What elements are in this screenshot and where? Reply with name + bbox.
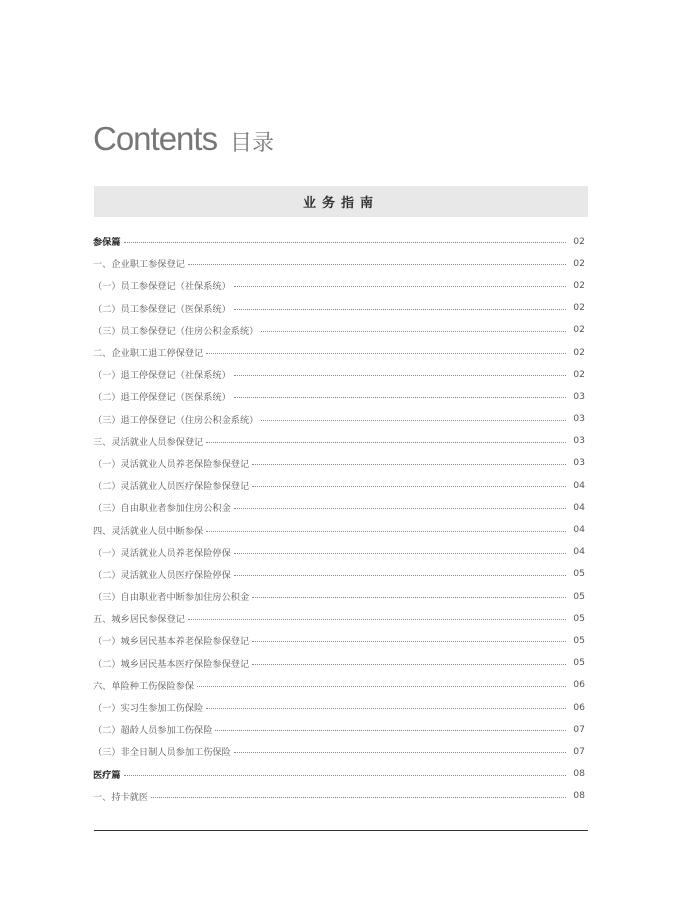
toc-page-number: 06 (573, 701, 585, 713)
toc-entry-label: 一、企业职工参保登记 (93, 259, 185, 271)
toc-entry-label: （三）退工停保登记（住房公积金系统） (93, 414, 259, 426)
toc-dot-leader (234, 309, 566, 310)
toc-dot-leader (197, 686, 566, 687)
toc-entry[interactable] (93, 652, 585, 674)
toc-dot-leader (206, 708, 566, 709)
toc-entry[interactable] (93, 341, 585, 363)
toc-page-number: 04 (573, 479, 585, 491)
toc-dot-leader (234, 553, 566, 554)
toc-page-number: 06 (573, 679, 585, 691)
toc-page-number: 02 (573, 324, 585, 336)
toc-entry-label: 六、单险种工伤保险参保 (93, 680, 195, 692)
toc-entry-label: （一）灵活就业人员养老保险参保登记 (93, 458, 250, 470)
toc-dot-leader (124, 775, 566, 776)
toc-entry-label: （二）城乡居民基本医疗保险参保登记 (93, 658, 250, 670)
toc-entry-label: 参保篇 (93, 237, 121, 249)
title-english: Contents (93, 120, 218, 157)
toc-entry[interactable] (93, 452, 585, 474)
toc-section-entry[interactable] (93, 763, 585, 785)
toc-dot-leader (252, 597, 566, 598)
toc-page-number: 04 (573, 501, 585, 513)
toc-entry-label: （三）自由职业者参加住房公积金 (93, 503, 231, 515)
toc-dot-leader (234, 752, 566, 753)
toc-entry-label: （三）自由职业者中断参加住房公积金 (93, 592, 250, 604)
toc-dot-leader (252, 464, 566, 465)
toc-dot-leader (234, 397, 566, 398)
toc-entry-label: 三、灵活就业人员参保登记 (93, 436, 204, 448)
toc-entry-label: 一、持卡就医 (93, 791, 149, 803)
toc-page-number: 02 (573, 302, 585, 314)
toc-page-number: 02 (573, 368, 585, 380)
toc-entry-label: （一）城乡居民基本养老保险参保登记 (93, 636, 250, 648)
toc-page-number: 03 (573, 435, 585, 447)
toc-entry-label: （一）退工停保登记（社保系统） (93, 370, 231, 382)
toc-entry-label: 二、企业职工退工停保登记 (93, 348, 204, 360)
toc-dot-leader (206, 353, 566, 354)
toc-entry[interactable] (93, 541, 585, 563)
toc-dot-leader (206, 531, 566, 532)
toc-entry[interactable] (93, 430, 585, 452)
page-title (93, 120, 274, 158)
toc-page-number: 05 (573, 568, 585, 580)
toc-page-number: 02 (573, 257, 585, 269)
toc-entry-label: （一）员工参保登记（社保系统） (93, 281, 231, 293)
toc-page-number: 03 (573, 413, 585, 425)
toc-entry[interactable] (93, 607, 585, 629)
toc-dot-leader (252, 664, 566, 665)
toc-entry-label: （一）实习生参加工伤保险 (93, 703, 204, 715)
toc-entry[interactable] (93, 319, 585, 341)
toc-dot-leader (151, 797, 566, 798)
toc-dot-leader (261, 420, 566, 421)
toc-dot-leader (188, 264, 566, 265)
toc-entry-label: （三）员工参保登记（住房公积金系统） (93, 325, 259, 337)
toc-page-number: 05 (573, 657, 585, 669)
toc-dot-leader (234, 286, 566, 287)
toc-page-number: 04 (573, 524, 585, 536)
toc-entry-label: 四、灵活就业人员中断参保 (93, 525, 204, 537)
toc-page-number: 04 (573, 546, 585, 558)
toc-page-number: 02 (573, 235, 585, 247)
toc-dot-leader (124, 242, 566, 243)
toc-entry-label: （二）灵活就业人员医疗保险参保登记 (93, 481, 250, 493)
banner-label: 业务指南 (302, 196, 379, 211)
toc-dot-leader (252, 486, 566, 487)
toc-entry[interactable] (93, 674, 585, 696)
toc-page-number: 03 (573, 457, 585, 469)
toc-entry[interactable] (93, 518, 585, 540)
toc-dot-leader (252, 641, 566, 642)
toc-dot-leader (234, 575, 566, 576)
toc-entry-label: 医疗篇 (93, 769, 121, 781)
toc-entry[interactable] (93, 785, 585, 807)
toc-dot-leader (261, 331, 566, 332)
toc-entry-label: （二）员工参保登记（医保系统） (93, 303, 231, 315)
toc-page-number: 02 (573, 279, 585, 291)
toc-dot-leader (206, 442, 566, 443)
toc-entry[interactable] (93, 385, 585, 407)
toc-page-number: 05 (573, 634, 585, 646)
toc-dot-leader (215, 730, 566, 731)
toc-entry[interactable] (93, 563, 585, 585)
toc-entry[interactable] (93, 408, 585, 430)
toc-entry-label: （三）非全日制人员参加工伤保险 (93, 747, 231, 759)
toc-entry-label: （二）超龄人员参加工伤保险 (93, 725, 213, 737)
toc-page-number: 08 (573, 768, 585, 780)
toc-entry-label: （一）灵活就业人员养老保险停保 (93, 547, 231, 559)
toc-entry[interactable] (93, 740, 585, 762)
toc-entry[interactable] (93, 496, 585, 518)
toc-entry[interactable] (93, 696, 585, 718)
toc-entry[interactable] (93, 297, 585, 319)
section-banner (94, 186, 588, 217)
toc-entry-label: （二）灵活就业人员医疗保险停保 (93, 569, 231, 581)
toc-entry[interactable] (93, 363, 585, 385)
toc-section-entry[interactable] (93, 230, 585, 252)
toc-page-number: 05 (573, 612, 585, 624)
toc-page-number: 08 (573, 790, 585, 802)
toc-entry[interactable] (93, 718, 585, 740)
toc-dot-leader (234, 375, 566, 376)
toc-page-number: 07 (573, 723, 585, 735)
toc-page-number: 07 (573, 745, 585, 757)
toc-entry[interactable] (93, 585, 585, 607)
toc-entry-label: 五、城乡居民参保登记 (93, 614, 185, 626)
toc-page-number: 03 (573, 390, 585, 402)
title-chinese: 目录 (229, 131, 274, 156)
toc-page-number: 05 (573, 590, 585, 602)
footer-rule (94, 830, 588, 831)
toc-dot-leader (188, 619, 566, 620)
toc-entry[interactable] (93, 474, 585, 496)
toc-entry[interactable] (93, 274, 585, 296)
toc-page-number: 02 (573, 346, 585, 358)
table-of-contents (93, 230, 585, 807)
toc-dot-leader (234, 508, 566, 509)
toc-entry-label: （二）退工停保登记（医保系统） (93, 392, 231, 404)
toc-entry[interactable] (93, 629, 585, 651)
toc-entry[interactable] (93, 252, 585, 274)
